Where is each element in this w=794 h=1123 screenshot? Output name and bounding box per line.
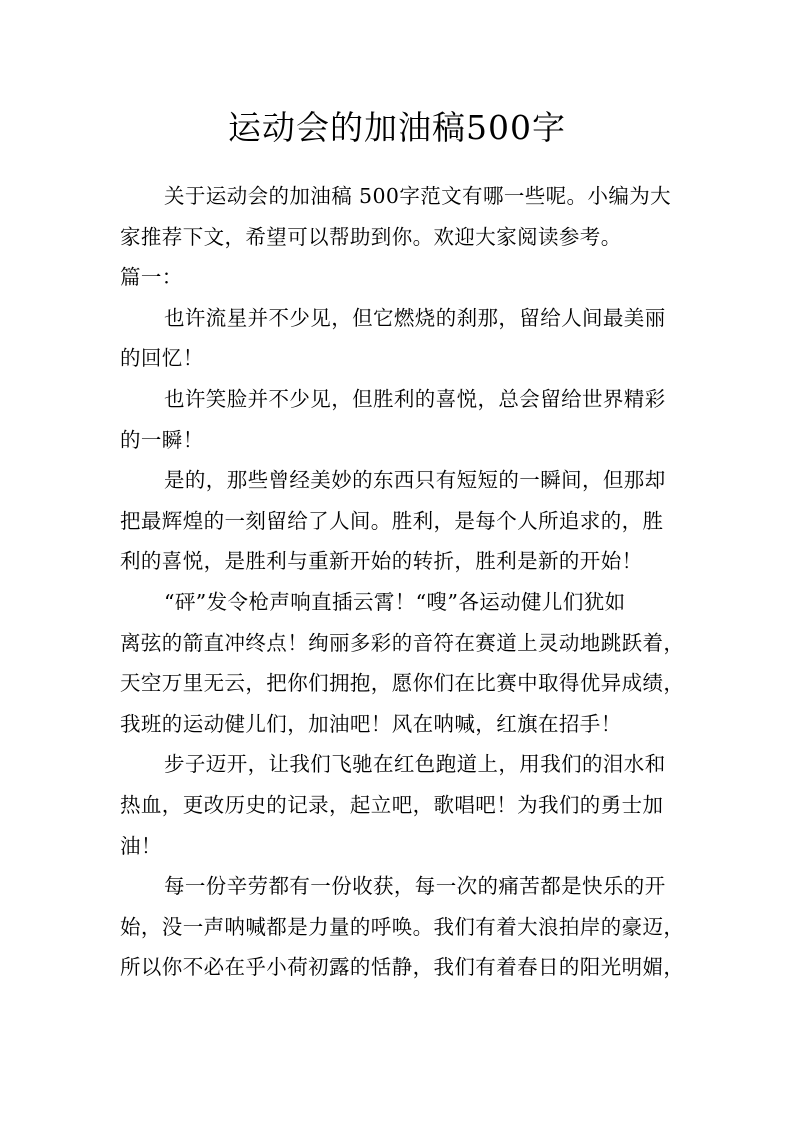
text-line: 的一瞬！ — [120, 427, 204, 452]
text-line: 始，没一声呐喊都是力量的呼唤。我们有着大浪拍岸的豪迈， — [120, 914, 685, 939]
text-line: 把最辉煌的一刻留给了人间。胜利，是每个人所追求的，胜 — [120, 508, 664, 533]
text-line: 家推荐下文，希望可以帮助到你。欢迎大家阅读参考。 — [120, 224, 622, 249]
document-body — [120, 176, 685, 988]
text-line: “砰”发令枪声响直插云霄！“嗖”各运动健儿们犹如 — [164, 589, 626, 614]
text-line: 也许流星并不少见，但它燃烧的刹那，留给人间最美丽 — [164, 305, 666, 330]
text-line: 离弦的箭直冲终点！绚丽多彩的音符在赛道上灵动地跳跃着， — [120, 630, 685, 655]
text-line: 关于运动会的加油稿 500字范文有哪一些呢。小编为大 — [164, 184, 672, 208]
text-line: 的回忆！ — [120, 346, 204, 371]
text-line: 我班的运动健儿们，加油吧！风在呐喊，红旗在招手！ — [120, 711, 622, 736]
section-heading: 篇一： — [120, 265, 183, 290]
text-line: 利的喜悦，是胜利与重新开始的转折，胜利是新的开始！ — [120, 549, 643, 574]
text-line: 所以你不必在乎小荷初露的恬静，我们有着春日的阳光明媚， — [120, 955, 685, 980]
text-line: 每一份辛劳都有一份收获，每一次的痛苦都是快乐的开 — [164, 874, 666, 899]
text-line: 步子迈开，让我们飞驰在红色跑道上，用我们的泪水和 — [164, 752, 666, 777]
text-line: 油！ — [120, 833, 162, 858]
text-line: 热血，更改历史的记录，起立吧，歌唱吧！为我们的勇士加 — [120, 792, 664, 817]
text-line: 天空万里无云，把你们拥抱，愿你们在比赛中取得优异成绩， — [120, 671, 685, 696]
document-title: 运动会的加油稿500字 — [228, 108, 566, 147]
text-line: 是的，那些曾经美妙的东西只有短短的一瞬间，但那却 — [164, 468, 666, 493]
text-line: 也许笑脸并不少见，但胜利的喜悦，总会留给世界精彩 — [164, 386, 666, 411]
